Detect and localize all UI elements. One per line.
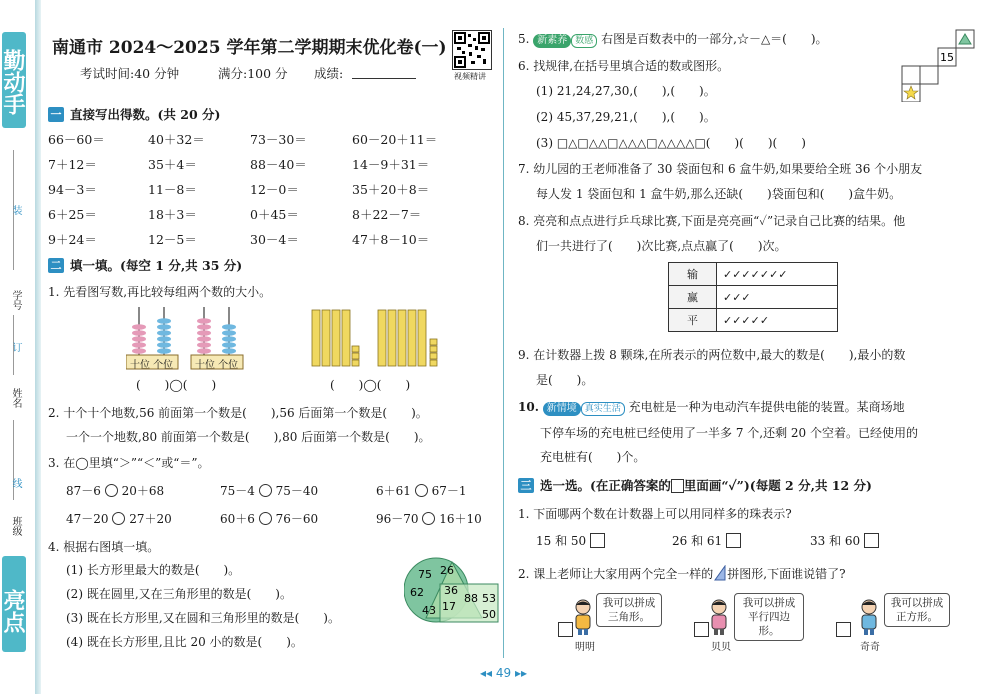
option-checkbox[interactable] — [836, 622, 851, 637]
compare-blank-2[interactable]: ( )◯( ) — [330, 378, 411, 392]
badge-liangdian: 亮点 — [2, 556, 26, 652]
kid-name: 奇奇 — [860, 642, 880, 653]
q3-left: 47－20 — [66, 512, 109, 526]
q9b: 是( )。 — [536, 373, 594, 387]
page-number-value: 49 — [495, 666, 512, 680]
line-class — [13, 420, 14, 500]
abacus2-label: 十位 个位 — [195, 360, 239, 371]
option-checkbox[interactable] — [726, 533, 741, 548]
q6: 6. 找规律,在括号里填合适的数或图形。 — [518, 59, 730, 73]
s3-q2-text-b: 拼图形,下面谁说错了? — [727, 567, 846, 581]
kid-figure-icon — [572, 598, 594, 636]
q3-right: 75－40 — [275, 484, 319, 498]
q9a: 9. 在计数器上拨 8 颗珠,在所表示的两位数中,最大的数是( ),最小的数 — [518, 348, 906, 362]
q10-number: 10. — [518, 400, 539, 414]
q10c: 充电桩有( )个。 — [540, 450, 646, 464]
binding-margin — [0, 0, 36, 694]
compare-blank-1[interactable]: ( )◯( ) — [136, 378, 217, 392]
q3-right: 16＋10 — [439, 512, 482, 526]
score-label: 成绩: — [314, 66, 344, 81]
kid-figure-icon — [858, 598, 880, 636]
venn-n0: 75 — [418, 568, 432, 581]
page-title: 南通市 2024～2025 学年第二学期期末优化卷(一) — [52, 38, 447, 58]
badge-qindongshou: 勤动手 — [2, 32, 26, 128]
s2-q3-r0-c — [376, 482, 466, 499]
q5-number: 5. — [518, 32, 530, 46]
abacus1-label: 十位 个位 — [130, 360, 174, 371]
qr-pattern-icon — [453, 31, 491, 69]
s1-r1c3: 14－9＋31＝ — [352, 157, 430, 172]
s2-q3-r0-a — [66, 482, 164, 499]
q3-right: 67－1 — [431, 484, 467, 498]
q3-left: 60＋6 — [220, 512, 255, 526]
venn-n8: 50 — [482, 608, 496, 621]
table-row — [669, 309, 838, 332]
q3-right: 76－60 — [275, 512, 319, 526]
exam-time: 考试时间:40 分钟 — [80, 66, 180, 81]
q3-left: 6＋61 — [376, 484, 411, 498]
venn-n1: 26 — [440, 564, 454, 577]
compare-circle[interactable] — [259, 484, 272, 497]
section2-number: 二 — [48, 258, 64, 273]
s1-r1c0: 7＋12＝ — [48, 157, 97, 172]
kid-name: 贝贝 — [711, 642, 731, 653]
compare-circle[interactable] — [422, 512, 435, 525]
q10-line1 — [518, 398, 905, 416]
q10b: 下停车场的充电桩已经使用了一半多 7 个,还剩 20 个空着。已经使用的 — [540, 426, 918, 440]
s1-r3c3: 8＋22－7＝ — [352, 207, 422, 222]
table-row — [669, 286, 838, 309]
row-label: 输 — [669, 263, 717, 286]
s1-r0c3: 60－20＋11＝ — [352, 132, 438, 147]
s3-q1-opt2 — [672, 532, 741, 549]
tens-blocks-illustration — [310, 308, 448, 370]
speech-bubble: 我可以拼成三角形。 — [596, 593, 662, 627]
s2-q3-r1-a — [66, 510, 172, 527]
label-student-id: 学号 — [10, 290, 21, 310]
option-label: 26 和 61 — [672, 534, 723, 548]
q8a: 8. 亮亮和点点进行乒乓球比赛,下面是亮亮画“✓”记录自己比赛的结果。他 — [518, 214, 906, 228]
option-label: 33 和 60 — [810, 534, 861, 548]
s2-q3-r0-b — [220, 482, 318, 499]
match-record-table — [668, 262, 838, 332]
s1-r4c0: 9＋24＝ — [48, 232, 97, 247]
section3-header — [518, 476, 872, 494]
section1-number: 一 — [48, 107, 64, 122]
venn-n7: 53 — [482, 592, 496, 605]
q7a: 7. 幼儿园的王老师准备了 30 袋面包和 6 盒牛奶,如果要给全班 36 个小朋友 — [518, 162, 923, 176]
row-marks: ✓✓✓✓✓ — [717, 309, 838, 332]
s3-q1-opt1 — [536, 532, 605, 549]
s1-r1c2: 88－40＝ — [250, 157, 307, 172]
compare-circle[interactable] — [112, 512, 125, 525]
compare-circle[interactable] — [415, 484, 428, 497]
option-checkbox[interactable] — [590, 533, 605, 548]
q7b: 每人发 1 袋面包和 1 盒牛奶,那么还缺( )袋面包和( )盒牛奶。 — [536, 187, 902, 201]
s1-r2c1: 11－8＝ — [148, 182, 197, 197]
badge-real-life: 真实生活 — [581, 402, 625, 416]
answer-box-icon — [671, 479, 684, 493]
s3-q2-text-a: 2. 课上老师让大家用两个完全一样的 — [518, 567, 714, 581]
s1-r3c1: 18＋3＝ — [148, 207, 197, 222]
s1-r3c0: 6＋25＝ — [48, 207, 97, 222]
s3-q1: 1. 下面哪两个数在计数器上可以用同样多的珠表示? — [518, 507, 792, 521]
venn-diagram — [404, 556, 500, 626]
kid-name: 明明 — [575, 642, 595, 653]
section1-header — [48, 105, 220, 123]
q3-left: 96－70 — [376, 512, 419, 526]
s2-q4-3: (3) 既在长方形里,又在圆和三角形里的数是( )。 — [66, 611, 340, 625]
venn-n2: 62 — [410, 586, 424, 599]
s1-r4c2: 30－4＝ — [250, 232, 299, 247]
qr-code[interactable] — [452, 30, 492, 70]
table-row — [669, 263, 838, 286]
label-class: 班级 — [10, 516, 21, 536]
q6-3: (3) □△□△△□△△△□△△△△□( )( )( ) — [536, 136, 806, 150]
venn-n5: 36 — [444, 584, 458, 597]
s1-r3c2: 0＋45＝ — [250, 207, 299, 222]
s2-q4-1: (1) 长方形里最大的数是( )。 — [66, 563, 241, 577]
grid-15: 15 — [940, 51, 954, 64]
q5 — [518, 30, 828, 48]
venn-n6: 88 — [464, 592, 478, 605]
page-number: ◂◂ 49 ▸▸ — [480, 666, 528, 680]
badge-new-literacy: 新素养 — [533, 34, 571, 48]
q3-right: 27＋20 — [129, 512, 172, 526]
s2-q3-r1-c — [376, 510, 482, 527]
row-label: 平 — [669, 309, 717, 332]
s2-q4-4: (4) 既在长方形里,且比 20 小的数是( )。 — [66, 635, 303, 649]
section2-header — [48, 256, 242, 274]
s2-q2a: 2. 十个十个地数,56 前面第一个数是( ),56 后面第一个数是( )。 — [48, 406, 428, 420]
s2-q4: 4. 根据右图填一填。 — [48, 540, 160, 554]
row-marks: ✓✓✓✓✓✓✓ — [717, 263, 838, 286]
s1-r4c1: 12－5＝ — [148, 232, 197, 247]
s1-r2c0: 94－3＝ — [48, 182, 97, 197]
venn-n3: 43 — [422, 604, 436, 617]
speech-bubble: 我可以拼成平行四边形。 — [734, 593, 804, 641]
badge-number-sense: 数感 — [571, 34, 597, 48]
q10-text-a: 充电桩是一种为电动汽车提供电能的装置。某商场地 — [628, 400, 905, 414]
full-score: 满分:100 分 — [218, 66, 288, 81]
s2-q2b: 一个一个地数,80 前面第一个数是( ),80 后面第一个数是( )。 — [66, 430, 431, 444]
mark-ding: 订 — [10, 342, 21, 352]
qr-caption: 视频精讲 — [454, 72, 486, 81]
q3-left: 75－4 — [220, 484, 255, 498]
right-triangle-icon — [713, 565, 727, 581]
compare-circle[interactable] — [259, 512, 272, 525]
column-divider — [503, 28, 504, 658]
s3-q1-opt3 — [810, 532, 879, 549]
row-label: 赢 — [669, 286, 717, 309]
badge-new-situation: 新情境 — [543, 402, 581, 416]
s1-r2c2: 12－0＝ — [250, 182, 299, 197]
q3-right: 20＋68 — [121, 484, 165, 498]
venn-n4: 17 — [442, 600, 456, 613]
s1-r2c3: 35＋20＋8＝ — [352, 182, 430, 197]
s3-q2 — [518, 565, 846, 582]
label-student-name: 姓名 — [10, 388, 21, 408]
speech-bubble: 我可以拼成正方形。 — [884, 593, 950, 627]
option-checkbox[interactable] — [558, 622, 573, 637]
s2-q3: 3. 在◯里填“＞”“＜”或“＝”。 — [48, 456, 210, 470]
page-spine — [35, 0, 41, 694]
q3-left: 87－6 — [66, 484, 101, 498]
row-marks: ✓✓✓ — [717, 286, 838, 309]
s1-r1c1: 35＋4＝ — [148, 157, 197, 172]
s2-q3-r1-b — [220, 510, 318, 527]
s1-r4c3: 47＋8－10＝ — [352, 232, 430, 247]
q8b: 们一共进行了( )次比赛,点点赢了( )次。 — [536, 239, 787, 253]
q6-1: (1) 21,24,27,30,( ),( )。 — [536, 84, 716, 98]
section1-title: 直接写出得数。(共 20 分) — [70, 107, 221, 122]
section3-title-a: 选一选。(在正确答案的 — [540, 478, 671, 493]
option-label: 15 和 50 — [536, 534, 587, 548]
s2-q4-2: (2) 既在圆里,又在三角形里的数是( )。 — [66, 587, 292, 601]
kid-figure-icon — [708, 598, 730, 636]
s1-r0c0: 66－60＝ — [48, 132, 105, 147]
q5-text: 右图是百数表中的一部分,☆－△＝( )。 — [601, 32, 828, 46]
q6-2: (2) 45,37,29,21,( ),( )。 — [536, 110, 716, 124]
compare-circle[interactable] — [105, 484, 118, 497]
score-line — [352, 78, 416, 79]
s1-r0c1: 40＋32＝ — [148, 132, 205, 147]
section3-number: 三 — [518, 478, 534, 493]
option-checkbox[interactable] — [864, 533, 879, 548]
s2-q1: 1. 先看图写数,再比较每组两个数的大小。 — [48, 285, 272, 299]
section3-title-b: 里面画“✓”)(每题 2 分,共 12 分) — [683, 478, 872, 493]
hundred-chart-fragment — [900, 28, 980, 102]
s1-r0c2: 73－30＝ — [250, 132, 307, 147]
mark-zhuang: 装 — [10, 205, 21, 215]
mark-xian: 线 — [10, 478, 21, 488]
option-checkbox[interactable] — [694, 622, 709, 637]
section2-title: 填一填。(每空 1 分,共 35 分) — [70, 258, 243, 273]
